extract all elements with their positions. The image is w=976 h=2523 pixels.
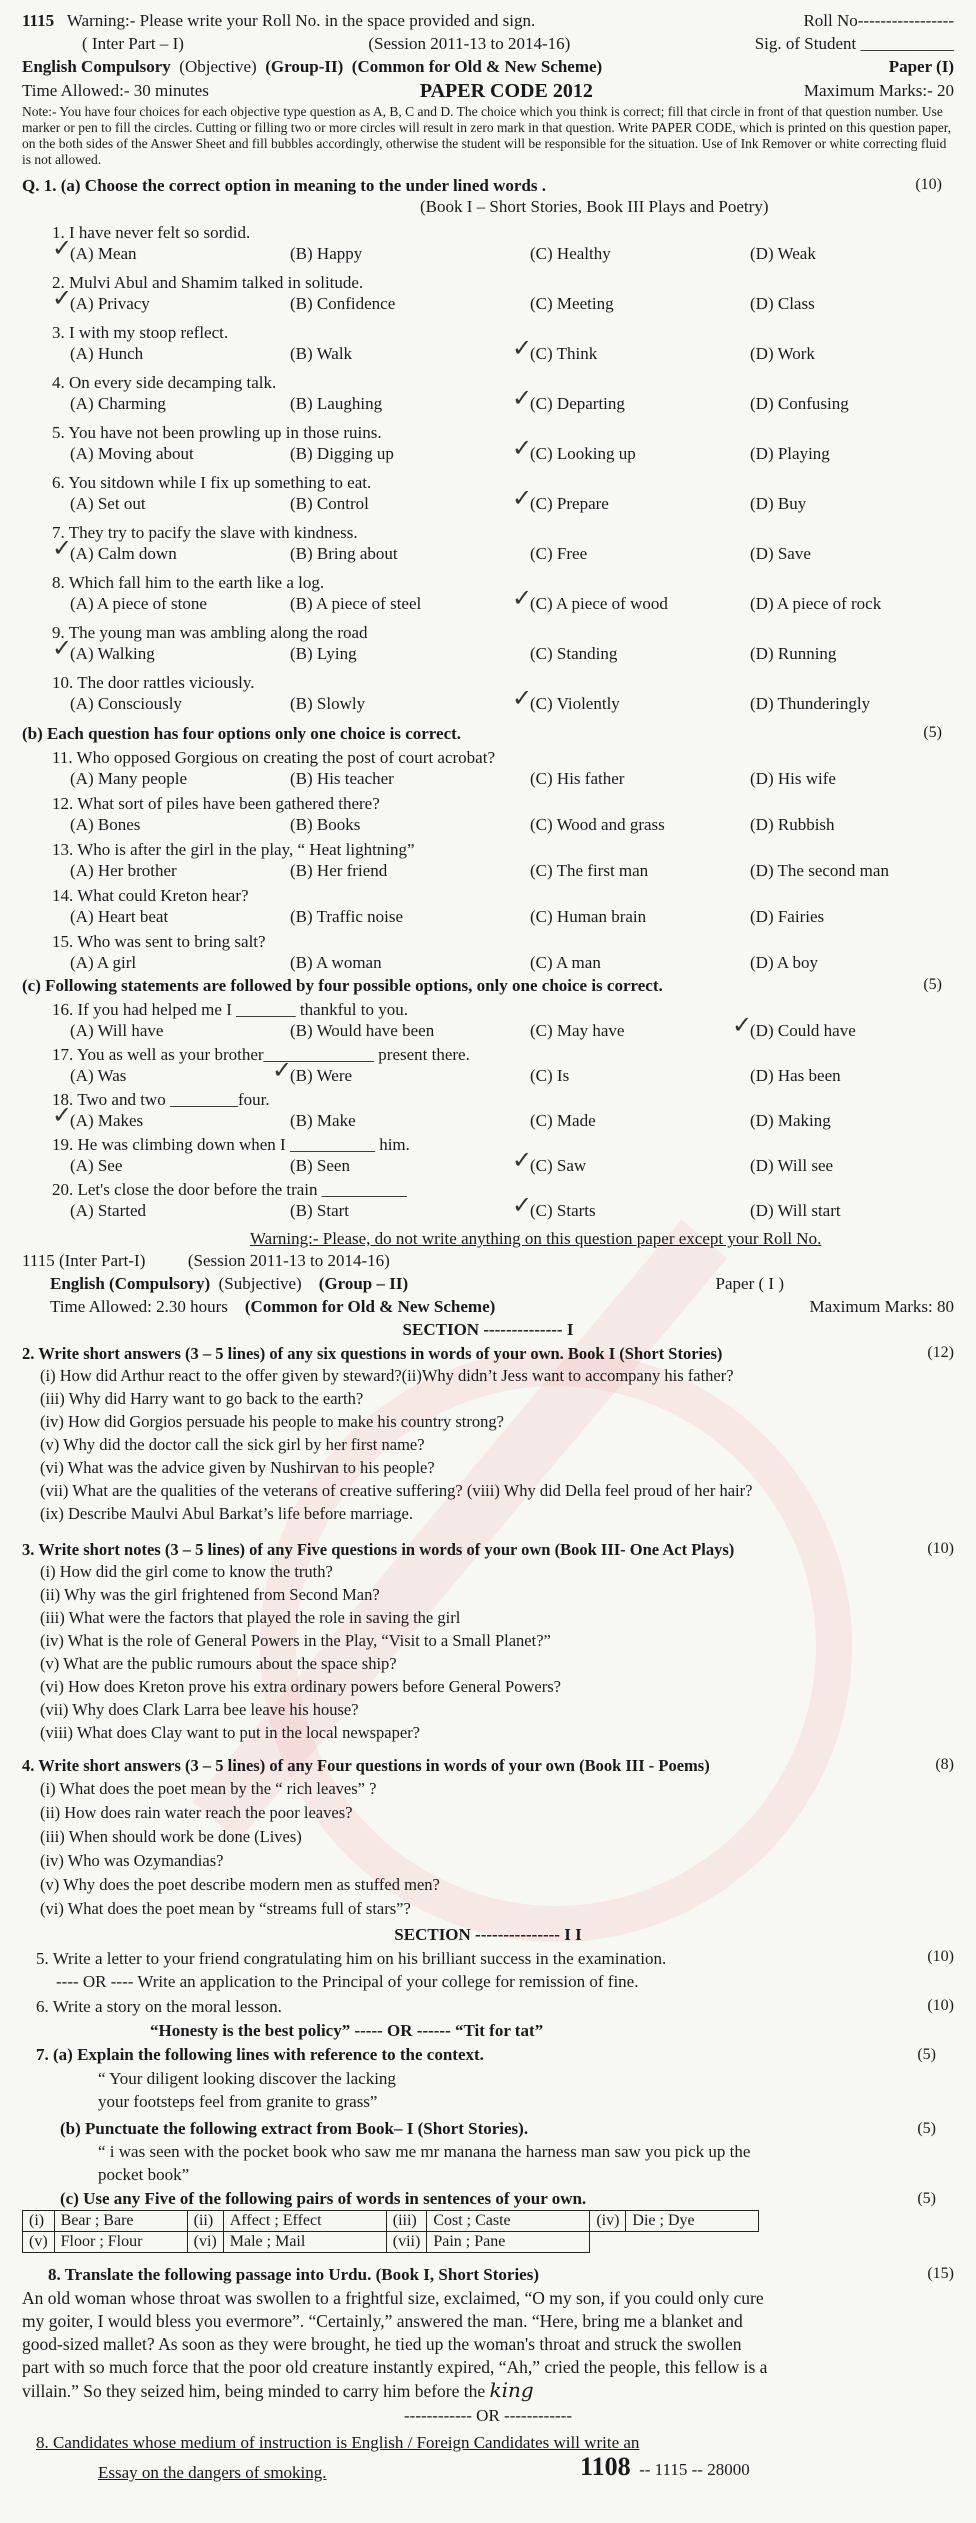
mcq-option: (D) Could have [750, 1021, 856, 1040]
mcq-question: 20. Let's close the door before the train __________ [52, 1180, 407, 1199]
mcq-option: (A) Will have [70, 1021, 164, 1040]
mcq-options-row [70, 294, 954, 316]
mcq-question: 7. They try to pacify the slave with kindness. [52, 523, 358, 542]
roll-warning: Warning:- Please write your Roll No. in the space provided and sign. [66, 11, 536, 30]
q7b-line-2: pocket book” [98, 2165, 190, 2184]
sub-warning: Warning:- Please, do not write anything on this question paper except your Roll No. [250, 1229, 822, 1248]
mcq-option: (D) Save [750, 544, 811, 563]
short-question: (vi) How does Kreton prove his extra ordinary powers before General Powers? [40, 1677, 561, 1696]
mcq-options-row [70, 544, 954, 566]
q5-line-1: 5. Write a letter to your friend congratulating him on his brilliant success in the examination. [36, 1949, 667, 1968]
mcq-question: 16. If you had helped me I _______ thankful to you. [52, 1000, 408, 1019]
mcq-option: (B) Lying [290, 644, 357, 663]
q3-marks: (10) [927, 1540, 954, 1557]
pair-num: (iii) [386, 2211, 427, 2232]
pair-words: Die ; Dye [626, 2211, 759, 2232]
q6-line-1: 6. Write a story on the moral lesson. [36, 1997, 282, 2016]
mcq-option: (D) Buy [750, 494, 807, 513]
mcq-option: (C) Human brain [530, 907, 647, 926]
mcq-option: (B) Start [290, 1201, 350, 1220]
header-row-3 [22, 56, 954, 78]
mcq-option: (D) The second man [750, 861, 889, 880]
q1b-marks: (5) [923, 724, 942, 741]
mcq-option: (B) Books [290, 815, 361, 834]
sub-code: 1115 (Inter Part-I) [22, 1251, 146, 1270]
objective-label: (Objective) [179, 57, 257, 76]
mcq-question: 15. Who was sent to bring salt? [52, 932, 266, 951]
q7c-title: (c) Use any Five of the following pairs of words in sentences of your own. [60, 2189, 587, 2208]
mcq-option: (C) Standing [530, 644, 618, 663]
mcq-options-row [70, 1066, 954, 1088]
pair-words: Bear ; Bare [54, 2211, 187, 2232]
q3-title: 3. Write short notes (3 – 5 lines) of any Five questions in words of your own (Book III- One Act Plays) [22, 1540, 735, 1559]
pair-words: Male ; Mail [223, 2232, 386, 2253]
mcq-option: (D) Playing [750, 444, 830, 463]
passage-line: An old woman whose throat was swollen to a frightful size, exclaimed, “O my son, if you could only cure [22, 2288, 764, 2308]
mcq-options-row [70, 769, 954, 791]
mcq-option: (A) A girl [70, 953, 137, 972]
q1c-marks: (5) [923, 976, 942, 993]
mcq-options-row [70, 953, 954, 975]
q4-marks: (8) [935, 1756, 954, 1773]
q7a-title: 7. (a) Explain the following lines with reference to the context. [36, 2045, 484, 2064]
short-question: (i) How did Arthur react to the offer given by steward?(ii)Why didn’t Jess want to accompany his father? [40, 1366, 734, 1385]
mcq-options-row [70, 861, 954, 883]
q8-alt-line-1: 8. Candidates whose medium of instruction is English / Foreign Candidates will write an [36, 2433, 640, 2452]
q7b-title: (b) Punctuate the following extract from Book– I (Short Stories). [60, 2119, 529, 2138]
mcq-option: (B) Would have been [290, 1021, 435, 1040]
sub-header-row-2 [50, 1273, 954, 1295]
short-question: (iii) What were the factors that played the role in saving the girl [40, 1608, 461, 1627]
q2-title: 2. Write short answers (3 – 5 lines) of any six questions in words of your own. Book I (Short Stories) [22, 1344, 723, 1363]
q7a-marks: (5) [917, 2046, 936, 2063]
mcq-question: 4. On every side decamping talk. [52, 373, 277, 392]
mcq-option: (D) Thunderingly [750, 694, 871, 713]
mcq-option: (A) Her brother [70, 861, 177, 880]
mcq-option: (D) Running [750, 644, 837, 663]
mcq-option: (A) Walking [70, 644, 155, 663]
short-question: (iii) When should work be done (Lives) [40, 1827, 302, 1846]
mcq-option: (D) Has been [750, 1066, 841, 1085]
q1c-title: (c) Following statements are followed by four possible options, only one choice is correct. [22, 976, 663, 995]
tick-mark-icon: ✓ [272, 1058, 293, 1084]
mcq-question: 18. Two and two ________four. [52, 1090, 270, 1109]
mcq-option: (D) Class [750, 294, 815, 313]
mcq-options-row [70, 644, 954, 666]
q1a-marks: (10) [915, 176, 942, 193]
mcq-options-row [70, 907, 954, 929]
paper-label: Paper (I) [888, 57, 954, 76]
max-marks: Maximum Marks:- 20 [803, 81, 954, 100]
tick-mark-icon: ✓ [512, 586, 533, 612]
pair-num: (v) [23, 2232, 55, 2253]
mcq-option: (C) Saw [530, 1156, 587, 1175]
sub-subject: English (Compulsory) [50, 1274, 211, 1293]
word-pairs-table [22, 2210, 759, 2253]
tick-mark-icon: ✓ [512, 336, 533, 362]
paper-code-number: 1115 [22, 11, 55, 30]
mcq-option: (C) May have [530, 1021, 625, 1040]
q8-passage [22, 2287, 957, 2403]
mcq-option: (B) Traffic noise [290, 907, 404, 926]
word-pairs-row [23, 2211, 759, 2232]
passage-line: my goiter, I would bless you evermore”. “Certainly,” answered the man. “Here, bring me a blanket and [22, 2311, 743, 2331]
mcq-options-row [70, 244, 954, 266]
sub-subjective: (Subjective) [218, 1274, 302, 1293]
tick-mark-icon: ✓ [512, 486, 533, 512]
header-row-2 [22, 33, 954, 55]
q6-line-2: “Honesty is the best policy” ----- OR ------ “Tit for tat” [150, 2021, 544, 2040]
mcq-option: (D) A boy [750, 953, 818, 972]
sub-scheme: (Common for Old & New Scheme) [244, 1297, 496, 1316]
scheme-label: (Common for Old & New Scheme) [351, 57, 603, 76]
short-question: (viii) What does Clay want to put in the local newspaper? [40, 1723, 421, 1742]
mcq-option: (C) Meeting [530, 294, 614, 313]
q8-or: ------------ OR ------------ [404, 2406, 572, 2425]
short-question: (i) What does the poet mean by the “ rich leaves” ? [40, 1779, 377, 1798]
subject: English Compulsory [22, 57, 171, 76]
pair-num: (vi) [187, 2232, 223, 2253]
mcq-option: (A) A piece of stone [70, 594, 207, 613]
mcq-option: (D) Will see [750, 1156, 834, 1175]
pair-empty [626, 2232, 759, 2253]
pair-words: Cost ; Caste [427, 2211, 590, 2232]
short-question: (vi) What was the advice given by Nushirvan to his people? [40, 1458, 435, 1477]
time-allowed: Time Allowed:- 30 minutes [22, 81, 209, 100]
pair-num: (vii) [386, 2232, 427, 2253]
mcq-option: (D) Confusing [750, 394, 849, 413]
mcq-question: 17. You as well as your brother_____________ present there. [52, 1045, 470, 1064]
mcq-question: 2. Mulvi Abul and Shamim talked in solitude. [52, 273, 364, 292]
short-question: (vii) Why does Clark Larra bee leave his house? [40, 1700, 359, 1719]
q8-alt-line-2: Essay on the dangers of smoking. [98, 2463, 327, 2482]
mcq-option: (D) Will start [750, 1201, 841, 1220]
mcq-option: (C) Violently [530, 694, 620, 713]
pair-words: Floor ; Flour [54, 2232, 187, 2253]
instructions-note: Note:- You have four choices for each objective type question as A, B, C and D. The choice which you think is correct; fill that circle in front of that question number. Use marker or pen to fill the circles. Cutting or filling two or more circles will result in zero mark in that question. Write PAPER CODE, which is printed on this question paper, on the both sides of the Answer Sheet and fill bubbles accordingly, otherwise the student will be responsible for the situation. Use of Ink Remover or white correcting fluid is not allowed. [22, 104, 952, 167]
mcq-option: (A) Calm down [70, 544, 177, 563]
q8-marks: (15) [927, 2265, 954, 2282]
pair-empty [590, 2232, 626, 2253]
tick-mark-icon: ✓ [52, 536, 73, 562]
mcq-option: (B) Make [290, 1111, 356, 1130]
short-question: (iii) Why did Harry want to go back to the earth? [40, 1389, 364, 1408]
mcq-option: (C) Made [530, 1111, 596, 1130]
q5-marks: (10) [927, 1948, 954, 1965]
mcq-option: (B) A woman [290, 953, 382, 972]
passage-line: good-sized mallet? As soon as they were brought, he tied up the woman's throat and struck the swollen [22, 2334, 742, 2354]
header-row-1 [22, 10, 954, 32]
short-question: (ii) Why was the girl frightened from Second Man? [40, 1585, 380, 1604]
mcq-option: (B) Laughing [290, 394, 383, 413]
tick-mark-icon: ✓ [512, 436, 533, 462]
mcq-option: (C) Starts [530, 1201, 596, 1220]
mcq-option: (D) Weak [750, 244, 816, 263]
group-label: (Group-II) [265, 57, 344, 76]
mcq-option: (B) Happy [290, 244, 363, 263]
short-question: (vii) What are the qualities of the veterans of creative suffering? (viii) Why did Della feel proud of her hair? [40, 1481, 753, 1500]
mcq-option: (B) Control [290, 494, 369, 513]
section-1-heading: SECTION -------------- I [402, 1320, 574, 1339]
mcq-question: 3. I with my stoop reflect. [52, 323, 229, 342]
q7c-marks: (5) [917, 2190, 936, 2207]
footer-code: 1108 -- 1115 -- 28000 [580, 2452, 750, 2481]
mcq-option: (C) A man [530, 953, 601, 972]
session: (Session 2011-13 to 2014-16) [368, 34, 571, 53]
section-2-heading: SECTION --------------- I I [394, 1925, 582, 1944]
pair-words: Pain ; Pane [427, 2232, 590, 2253]
mcq-option: (B) Her friend [290, 861, 388, 880]
word-pairs-row [23, 2232, 759, 2253]
mcq-option: (A) Consciously [70, 694, 182, 713]
mcq-question: 8. Which fall him to the earth like a log. [52, 573, 325, 592]
q7b-line-1: “ i was seen with the pocket book who saw me mr manana the harness man saw you pick up the [98, 2142, 751, 2161]
mcq-option: (A) Privacy [70, 294, 150, 313]
q4-title: 4. Write short answers (3 – 5 lines) of any Four questions in words of your own (Book III - Poems) [22, 1756, 710, 1775]
passage-line: part with so much force that the poor old creature instantly expired, “Ah,” cried the people, this fellow is a [22, 2357, 768, 2377]
sub-header-row-1 [22, 1250, 954, 1272]
passage-line: villain.” So they seized him, being minded to carry him before the king [22, 2378, 534, 2402]
mcq-option: (C) Wood and grass [530, 815, 665, 834]
q7a-line-1: “ Your diligent looking discover the lacking [98, 2069, 396, 2088]
mcq-option: (C) Departing [530, 394, 625, 413]
mcq-option: (C) The first man [530, 861, 649, 880]
short-question: (i) How did the girl come to know the truth? [40, 1562, 333, 1581]
mcq-option: (A) Makes [70, 1111, 144, 1130]
mcq-option: (A) Charming [70, 394, 166, 413]
pair-num: (i) [23, 2211, 55, 2232]
mcq-option: (B) Bring about [290, 544, 398, 563]
sub-time: Time Allowed: 2.30 hours [50, 1297, 228, 1316]
short-question: (ix) Describe Maulvi Abul Barkat’s life before marriage. [40, 1504, 413, 1523]
mcq-option: (C) A piece of wood [530, 594, 668, 613]
short-question: (iv) What is the role of General Powers in the Play, “Visit to a Small Planet?” [40, 1631, 551, 1650]
tick-mark-icon: ✓ [52, 286, 73, 312]
mcq-question: 1. I have never felt so sordid. [52, 223, 251, 242]
mcq-options-row [70, 815, 954, 837]
mcq-question: 6. You sitdown while I fix up something to eat. [52, 473, 372, 492]
paper-code-title: PAPER CODE 2012 [419, 80, 593, 102]
mcq-option: (A) Heart beat [70, 907, 169, 926]
mcq-options-row [70, 1021, 954, 1043]
mcq-option: (A) See [70, 1156, 123, 1175]
tick-mark-icon: ✓ [52, 636, 73, 662]
mcq-options-row [70, 1111, 954, 1133]
mcq-question: 5. You have not been prowling up in those ruins. [52, 423, 382, 442]
q1b-title: (b) Each question has four options only one choice is correct. [22, 724, 462, 743]
short-question: (ii) How does rain water reach the poor leaves? [40, 1803, 353, 1822]
mcq-option: (A) Mean [70, 244, 137, 263]
q2-marks: (12) [927, 1344, 954, 1361]
tick-mark-icon: ✓ [512, 1148, 533, 1174]
mcq-option: (A) Hunch [70, 344, 144, 363]
mcq-option: (A) Moving about [70, 444, 194, 463]
pair-num: (iv) [590, 2211, 626, 2232]
mcq-option: (B) Were [290, 1066, 353, 1085]
short-question: (iv) Who was Ozymandias? [40, 1851, 224, 1870]
mcq-option: (A) Bones [70, 815, 141, 834]
sub-header-row-3 [50, 1296, 954, 1318]
sub-session: (Session 2011-13 to 2014-16) [187, 1251, 390, 1270]
sub-paper: Paper ( I ) [715, 1274, 784, 1293]
inter-part: ( Inter Part – I) [82, 34, 184, 53]
sub-max-marks: Maximum Marks: 80 [809, 1297, 954, 1316]
q5-line-2: ---- OR ---- Write an application to the Principal of your college for remission of fine. [56, 1972, 639, 1991]
q7b-marks: (5) [917, 2120, 936, 2137]
mcq-option: (D) Fairies [750, 907, 825, 926]
mcq-option: (A) Was [70, 1066, 127, 1085]
pair-num: (ii) [187, 2211, 223, 2232]
tick-mark-icon: ✓ [732, 1013, 753, 1039]
mcq-option: (D) His wife [750, 769, 836, 788]
mcq-option: (C) Prepare [530, 494, 609, 513]
q8-title: 8. Translate the following passage into Urdu. (Book I, Short Stories) [48, 2265, 539, 2284]
short-question: (vi) What does the poet mean by “streams full of stars”? [40, 1899, 411, 1918]
roll-no-field: Roll No----------------- [803, 11, 954, 30]
short-question: (iv) How did Gorgios persuade his people to make his country strong? [40, 1412, 504, 1431]
handwritten-note: king [489, 2378, 534, 2402]
tick-mark-icon: ✓ [512, 686, 533, 712]
tick-mark-icon: ✓ [512, 386, 533, 412]
mcq-option: (B) Digging up [290, 444, 394, 463]
short-question: (v) What are the public rumours about the space ship? [40, 1654, 397, 1673]
mcq-option: (C) His father [530, 769, 625, 788]
mcq-option: (D) A piece of rock [750, 594, 882, 613]
mcq-question: 19. He was climbing down when I __________ him. [52, 1135, 410, 1154]
mcq-option: (A) Started [70, 1201, 147, 1220]
mcq-option: (C) Looking up [530, 444, 636, 463]
mcq-option: (A) Set out [70, 494, 146, 513]
short-question: (v) Why did the doctor call the sick girl by her first name? [40, 1435, 425, 1454]
header-row-4 [22, 80, 954, 102]
sub-group: (Group – II) [318, 1274, 409, 1293]
tick-mark-icon: ✓ [52, 236, 73, 262]
mcq-option: (C) Healthy [530, 244, 611, 263]
pair-words: Affect ; Effect [223, 2211, 386, 2232]
mcq-question: 9. The young man was ambling along the road [52, 623, 368, 642]
mcq-option: (A) Many people [70, 769, 188, 788]
mcq-question: 11. Who opposed Gorgious on creating the post of court acrobat? [52, 748, 495, 767]
mcq-option: (D) Rubbish [750, 815, 835, 834]
mcq-option: (B) Seen [290, 1156, 350, 1175]
mcq-option: (B) Confidence [290, 294, 396, 313]
mcq-question: 10. The door rattles viciously. [52, 673, 255, 692]
mcq-option: (B) A piece of steel [290, 594, 422, 613]
mcq-question: 13. Who is after the girl in the play, “ Heat lightning” [52, 840, 415, 859]
tick-mark-icon: ✓ [512, 1193, 533, 1219]
mcq-option: (C) Free [530, 544, 588, 563]
mcq-option: (D) Making [750, 1111, 831, 1130]
mcq-option: (B) Slowly [290, 694, 366, 713]
mcq-option: (C) Is [530, 1066, 570, 1085]
mcq-question: 12. What sort of piles have been gathered there? [52, 794, 380, 813]
q7a-line-2: your footsteps feel from granite to grass” [98, 2092, 378, 2111]
q1a-title: Q. 1. (a) Choose the correct option in meaning to the under lined words . [22, 176, 547, 195]
mcq-option: (D) Work [750, 344, 815, 363]
short-question: (v) Why does the poet describe modern men as stuffed men? [40, 1875, 440, 1894]
signature-field: Sig. of Student ___________ [754, 34, 954, 53]
tick-mark-icon: ✓ [52, 1103, 73, 1129]
mcq-option: (B) Walk [290, 344, 353, 363]
mcq-option: (B) His teacher [290, 769, 394, 788]
q1a-subtitle: (Book I – Short Stories, Book III Plays and Poetry) [420, 197, 769, 216]
mcq-question: 14. What could Kreton hear? [52, 886, 249, 905]
q6-marks: (10) [927, 1997, 954, 2014]
mcq-option: (C) Think [530, 344, 598, 363]
